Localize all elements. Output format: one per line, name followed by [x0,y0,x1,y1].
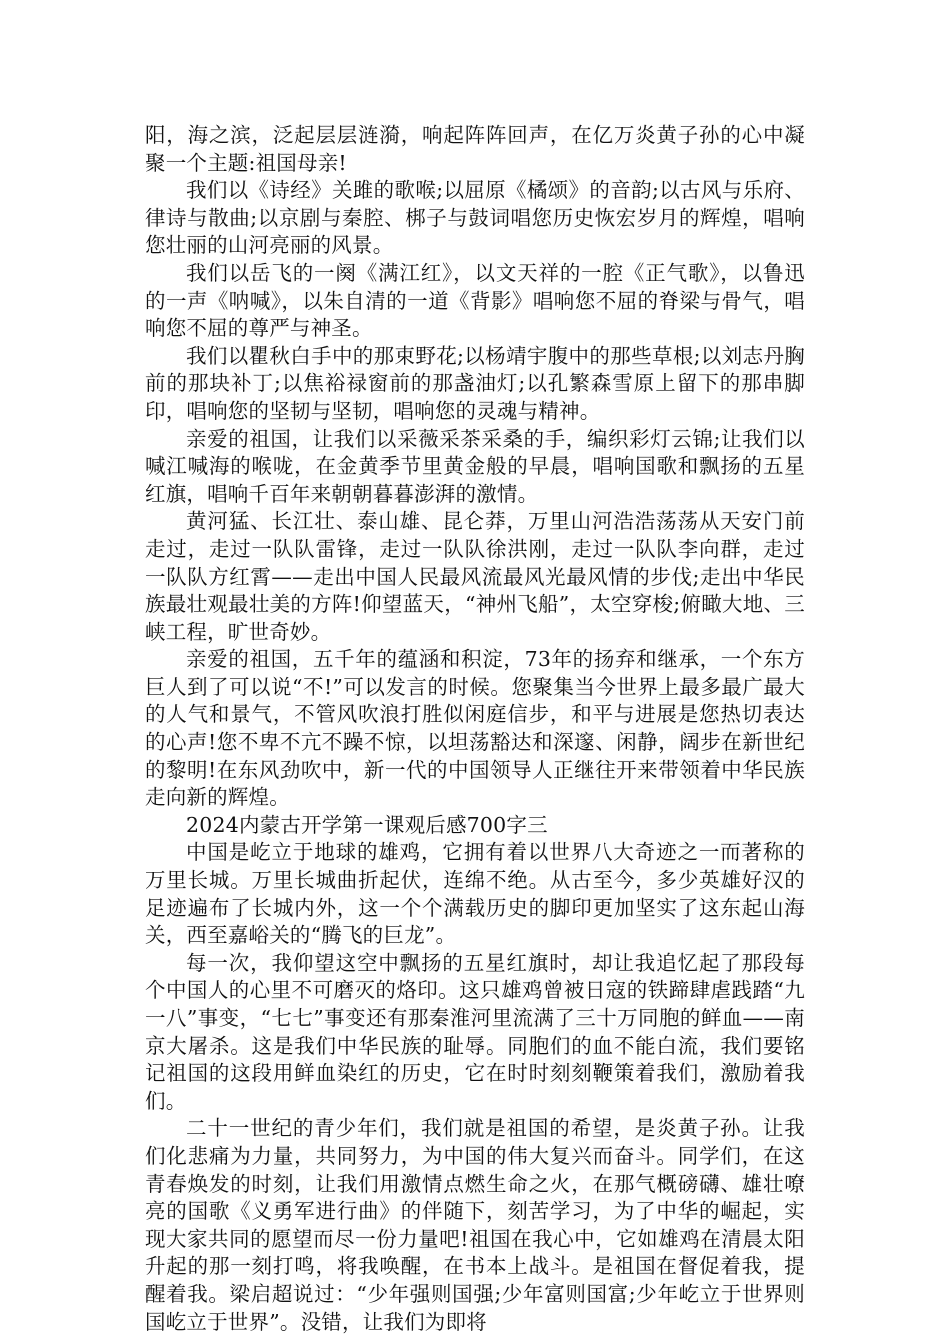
paragraph-1: 阳，海之滨，泛起层层涟漪，响起阵阵回声，在亿万炎黄子孙的心中凝聚一个主题:祖国母亲! [145,123,805,175]
paragraph-6: 黄河猛、长江壮、泰山雄、昆仑莽，万里山河浩浩荡荡从天安门前走过，走过一队队雷锋，走过一队队徐洪刚，走过一队队李向群，走过一队队方红霄——走出中国人民最风流最风光最风情的步伐;走出中华民族最壮观最壮美的方阵!仰望蓝天，“神州飞船”，太空穿梭;俯瞰大地、三峡工程，旷世奇妙。 [145,509,805,644]
paragraph-10: 二十一世纪的青少年们，我们就是祖国的希望，是炎黄子孙。让我们化悲痛为力量，共同努力，为中国的伟大复兴而奋斗。同学们，在这青春焕发的时刻，让我们用激情点燃生命之火，在那气概磅礴、雄壮嘹亮的国歌《义勇军进行曲》的伴随下，刻苦学习，为了中华的崛起，实现大家共同的愿望而尽一份力量吧!祖国在我心中，它如雄鸡在清晨太阳升起的那一刻打鸣，将我唤醒，在书本上战斗。是祖国在督促着我，提醒着我。梁启超说过：“少年强则国强;少年富则国富;少年屹立于世界则国屹立于世界”。没错，让我们为即将 [145,1116,805,1334]
paragraph-2: 我们以《诗经》关雎的歌喉;以屈原《橘颂》的音韵;以古风与乐府、律诗与散曲;以京剧与秦腔、梆子与鼓词唱您历史恢宏岁月的辉煌，唱响您壮丽的山河亮丽的风景。 [145,178,805,258]
section-heading: 2024内蒙古开学第一课观后感700字三 [186,812,548,837]
document-body [145,122,805,1336]
paragraph-7: 亲爱的祖国，五千年的蕴涵和积淀，73年的扬弃和继承，一个东方巨人到了可以说“不!”可以发言的时候。您聚集当今世界上最多最广最大的人气和景气，不管风吹浪打胜似闲庭信步，和平与进展是您热切表达的心声!您不卑不亢不躁不惊，以坦荡豁达和深邃、闲静，阔步在新世纪的黎明!在东风劲吹中，新一代的中国领导人正继往开来带领着中华民族走向新的辉煌。 [145,647,805,810]
paragraph-5: 亲爱的祖国，让我们以采薇采茶采桑的手，编织彩灯云锦;让我们以喊江喊海的喉咙，在金黄季节里黄金般的早晨，唱响国歌和飘扬的五星红旗，唱响千百年来朝朝暮暮澎湃的激情。 [145,426,805,506]
paragraph-9: 每一次，我仰望这空中飘扬的五星红旗时，却让我追忆起了那段每个中国人的心里不可磨灭的烙印。这只雄鸡曾被日寇的铁蹄肆虐践踏“九一八”事变，“七七”事变还有那秦淮河里流满了三十万同胞的鲜血——南京大屠杀。这是我们中华民族的耻辱。同胞们的血不能白流，我们要铭记祖国的这段用鲜血染红的历史，它在时时刻刻鞭策着我们，激励着我们。 [145,950,805,1113]
paragraph-4: 我们以瞿秋白手中的那束野花;以杨靖宇腹中的那些草根;以刘志丹胸前的那块补丁;以焦裕禄窗前的那盏油灯;以孔繁森雪原上留下的那串脚印，唱响您的坚韧与坚韧，唱响您的灵魂与精神。 [145,343,805,423]
paragraph-3: 我们以岳飞的一阕《满江红》，以文天祥的一腔《正气歌》，以鲁迅的一声《呐喊》，以朱自清的一道《背影》唱响您不屈的脊梁与骨气，唱响您不屈的尊严与神圣。 [145,260,805,341]
paragraph-8: 中国是屹立于地球的雄鸡，它拥有着以世界八大奇迹之一而著称的万里长城。万里长城曲折起伏，连绵不绝。从古至今，多少英雄好汉的足迹遍布了长城内外，这一个个满载历史的脚印更加坚实了这东起山海关，西至嘉峪关的“腾飞的巨龙”。 [145,840,805,948]
